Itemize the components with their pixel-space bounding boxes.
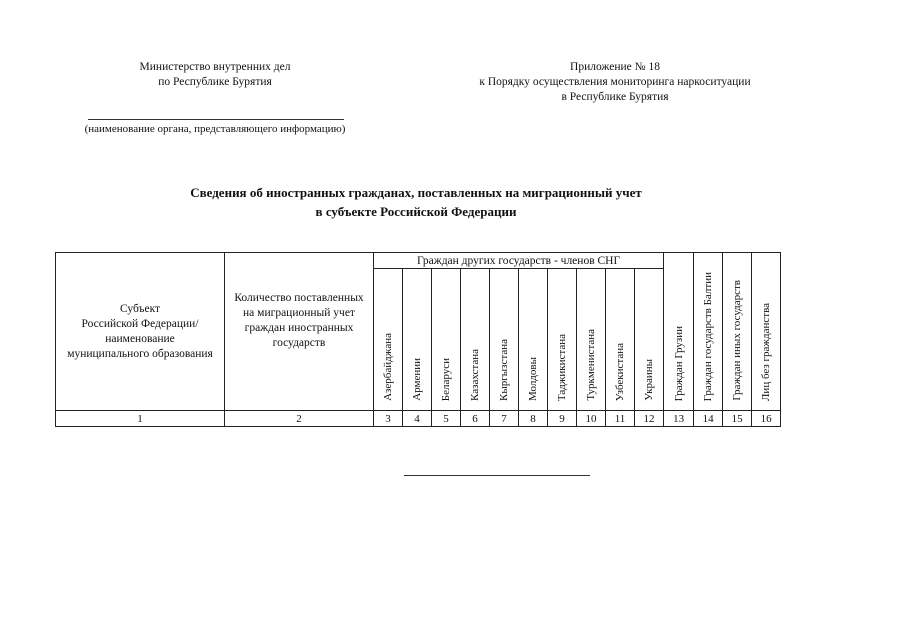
header-kazakhstan: Казахстана bbox=[461, 269, 490, 411]
footer-line bbox=[404, 475, 590, 476]
header-turkmenistan: Туркменистана bbox=[577, 269, 606, 411]
organization-signature-line bbox=[88, 119, 344, 120]
organization-caption: (наименование органа, представляющего информацию) bbox=[84, 123, 346, 135]
column-numbers-row bbox=[56, 411, 781, 427]
header-uzbekistan: Узбекистана bbox=[606, 269, 635, 411]
header-georgia: Граждан Грузии bbox=[664, 253, 694, 411]
document-title bbox=[100, 183, 732, 221]
column-number: 6 bbox=[461, 411, 490, 427]
column-number: 11 bbox=[606, 411, 635, 427]
header-tajikistan: Таджикистана bbox=[548, 269, 577, 411]
column-number: 7 bbox=[490, 411, 519, 427]
appendix-block bbox=[455, 60, 775, 105]
title-line-2: в субъекте Российской Федерации bbox=[315, 204, 517, 219]
column-number: 13 bbox=[664, 411, 694, 427]
appendix-number: Приложение № 18 bbox=[570, 61, 660, 73]
column-number: 3 bbox=[374, 411, 403, 427]
appendix-line-2: к Порядку осуществления мониторинга наркоситуации bbox=[479, 76, 751, 88]
column-number: 4 bbox=[403, 411, 432, 427]
column-number: 15 bbox=[723, 411, 752, 427]
column-number: 5 bbox=[432, 411, 461, 427]
organization-line-1: Министерство внутренних дел bbox=[139, 61, 291, 73]
title-line-1: Сведения об иностранных гражданах, поставленных на миграционный учет bbox=[190, 185, 642, 200]
column-number: 1 bbox=[56, 411, 225, 427]
header-belarus: Беларуси bbox=[432, 269, 461, 411]
column-number: 2 bbox=[225, 411, 374, 427]
column-number: 10 bbox=[577, 411, 606, 427]
column-number: 8 bbox=[519, 411, 548, 427]
appendix-line-3: в Республике Бурятия bbox=[561, 91, 669, 103]
header-kyrgyzstan: Кыргызстана bbox=[490, 269, 519, 411]
header-armenia: Армении bbox=[403, 269, 432, 411]
column-number: 12 bbox=[635, 411, 664, 427]
column-number: 9 bbox=[548, 411, 577, 427]
header-azerbaijan: Азербайджана bbox=[374, 269, 403, 411]
organization-line-2: по Республике Бурятия bbox=[158, 76, 272, 88]
header-moldova: Молдовы bbox=[519, 269, 548, 411]
header-cis-group: Граждан других государств - членов СНГ bbox=[374, 253, 664, 269]
column-number: 14 bbox=[694, 411, 723, 427]
statistics-table bbox=[55, 252, 781, 427]
header-baltic: Граждан государств Балтии bbox=[694, 253, 723, 411]
header-stateless: Лиц без гражданства bbox=[752, 253, 781, 411]
header-other-states: Граждан иных государств bbox=[723, 253, 752, 411]
header-registered-count: Количество поставленных на миграционный учет граждан иностранных государств bbox=[225, 253, 374, 411]
organization-block bbox=[110, 60, 320, 90]
header-subject: Субъект Российской Федерации/ наименование муниципального образования bbox=[56, 253, 225, 411]
column-number: 16 bbox=[752, 411, 781, 427]
header-ukraine: Украины bbox=[635, 269, 664, 411]
